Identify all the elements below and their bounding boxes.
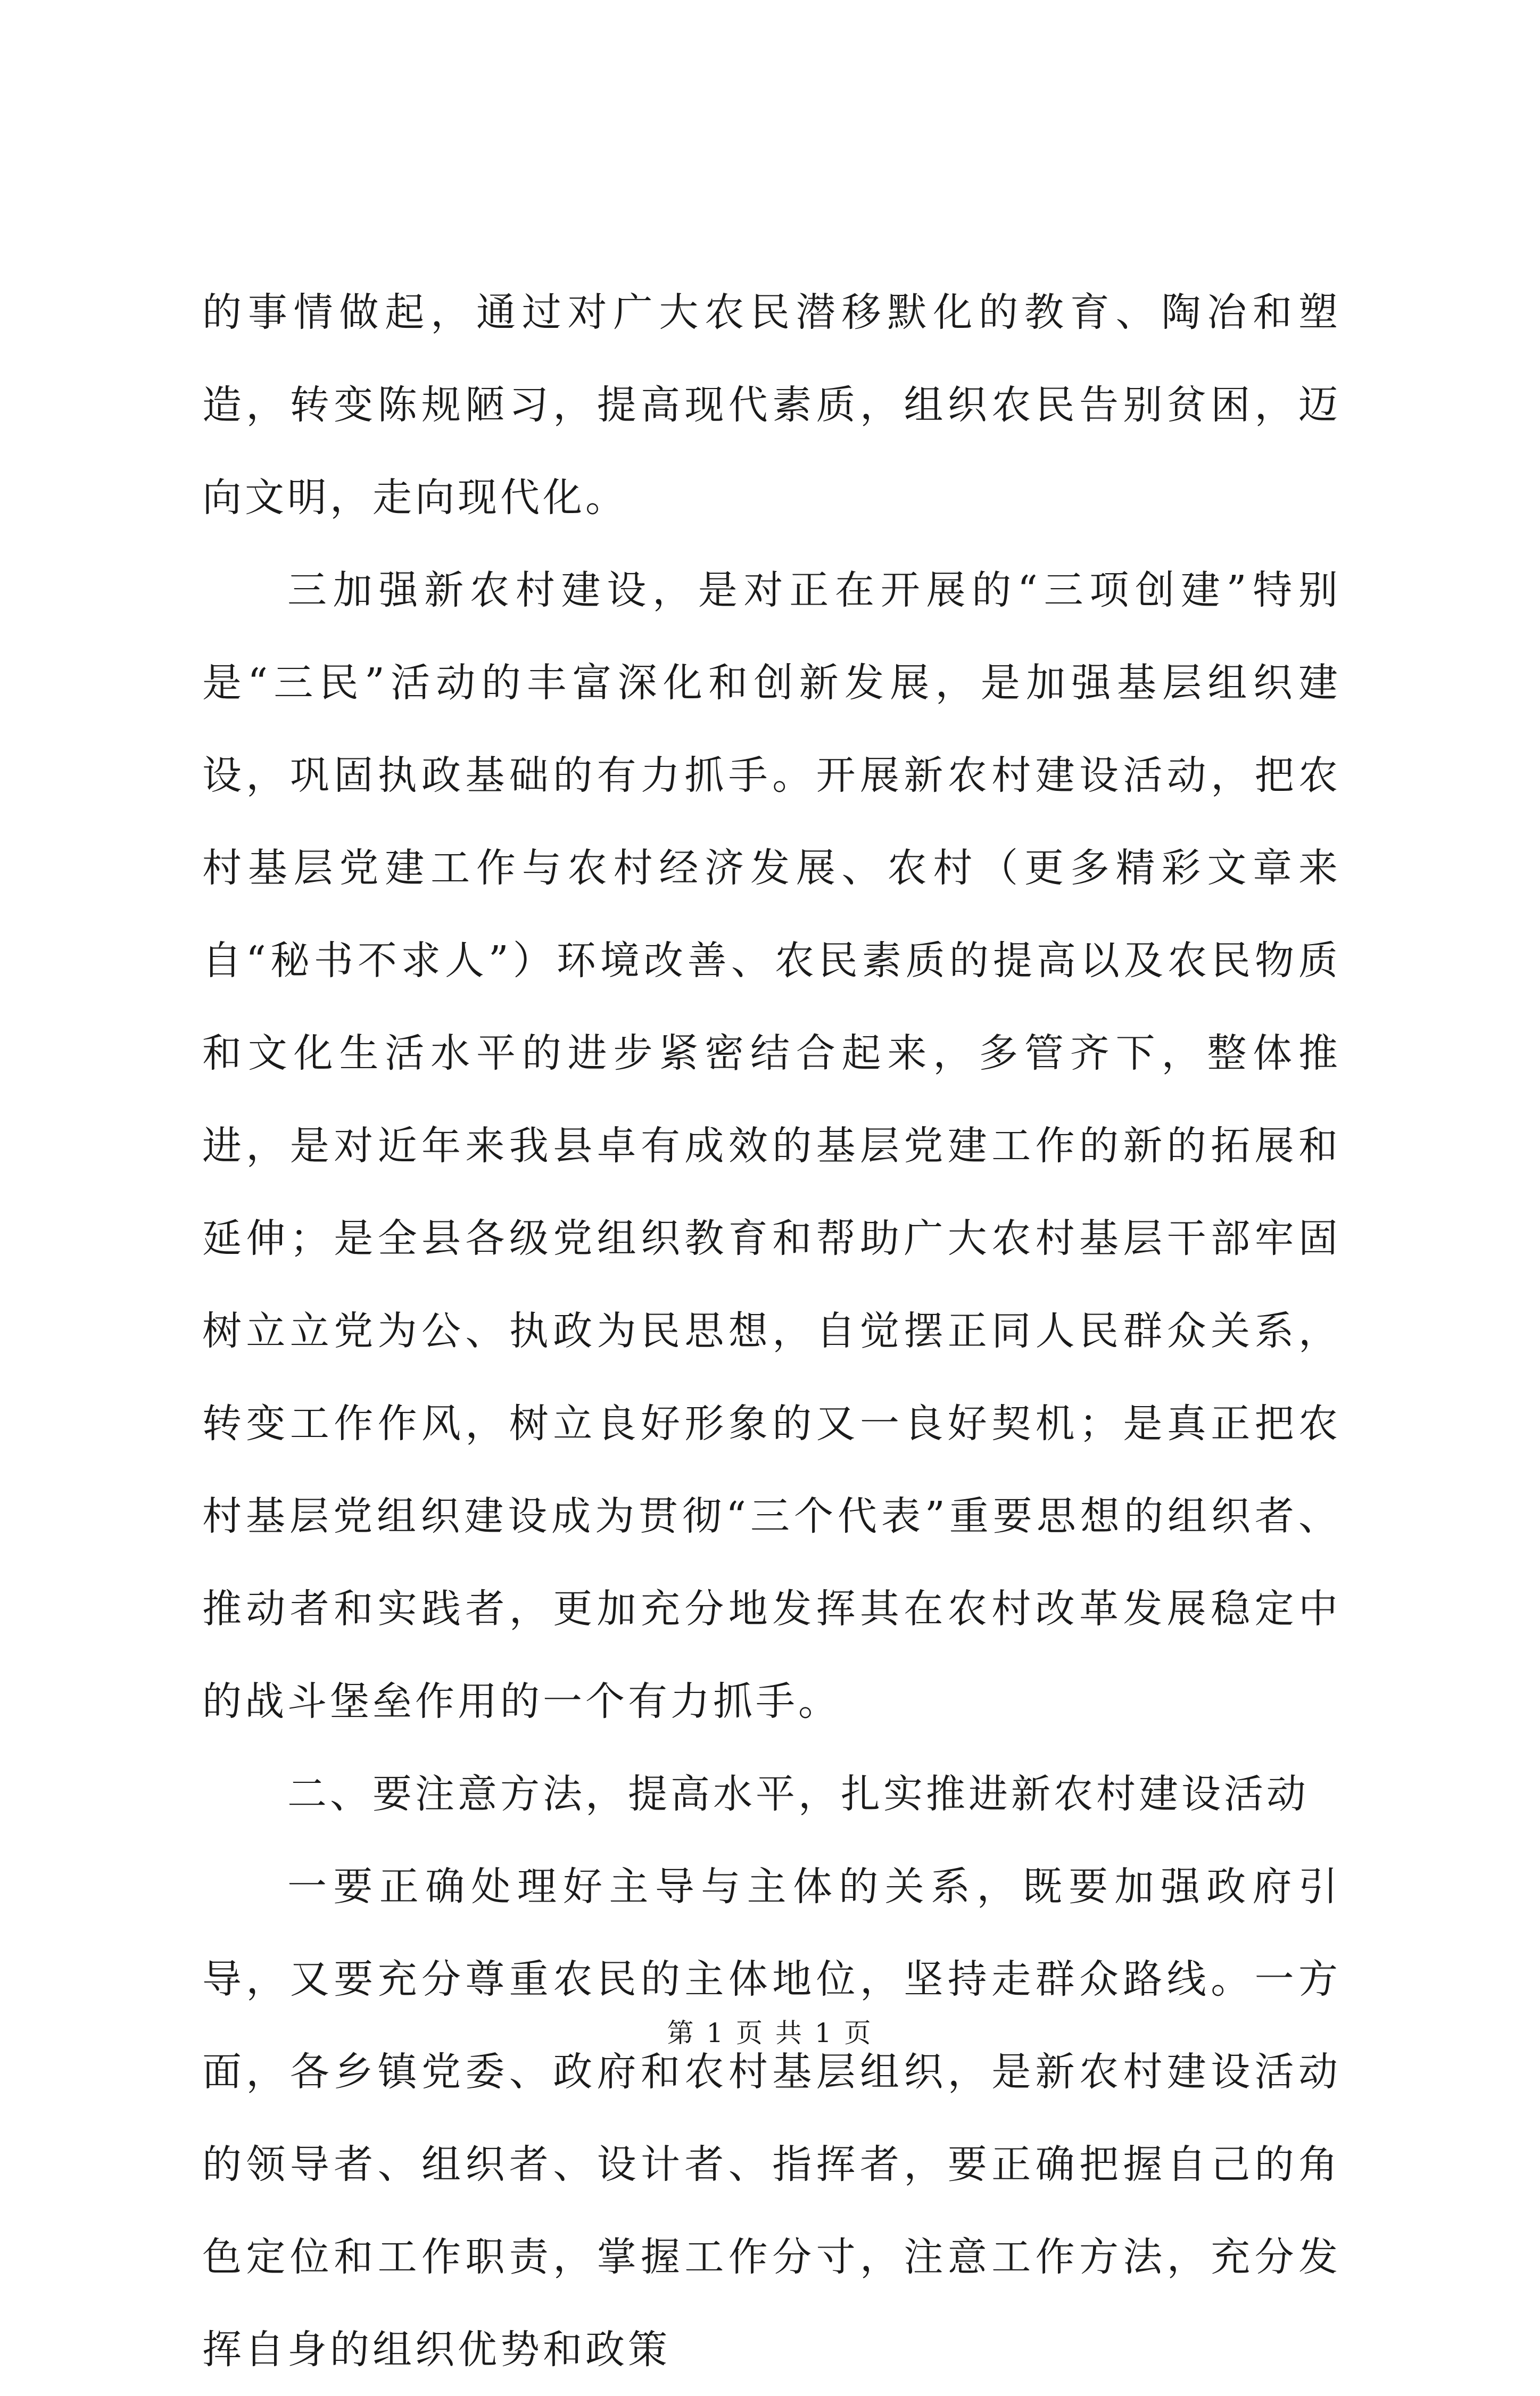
document-body [202,266,1341,2396]
section-heading-methods: 二、要注意方法，提高水平，扎实推进新农村建设活动 [287,1771,1309,1817]
paragraph-leading-and-subject: 一要正确处理好主导与主体的关系，既要加强政府引导，又要充分尊重农民的主体地位，坚持走群众路线。一方面，各乡镇党委、政府和农村基层组织，是新农村建设活动的领导者、组织者、设计者、指挥者，要正确把握自己的角色定位和工作职责，掌握工作分寸，注意工作方法，充分发挥自身的组织优势和政策 [202,1864,1341,2373]
paragraph-new-rural-construction: 三加强新农村建设，是对正在开展的“三项创建”特别是“三民”活动的丰富深化和创新发展，是加强基层组织建设，巩固执政基础的有力抓手。开展新农村建设活动，把农村基层党建工作与农村经济发展、农村（更多精彩文章来自“秘书不求人”）环境改善、农民素质的提高以及农民物质和文化生活水平的进步紧密结合起来，多管齐下，整体推进，是对近年来我县卓有成效的基层党建工作的新的拓展和延伸；是全县各级党组织教育和帮助广大农村基层干部牢固树立立党为公、执政为民思想，自觉摆正同人民群众关系，转变工作作风，树立良好形象的又一良好契机；是真正把农村基层党组织建设成为贯彻“三个代表”重要思想的组织者、推动者和实践者，更加充分地发挥其在农村改革发展稳定中的战斗堡垒作用的一个有力抓手。 [202,567,1341,1724]
paragraph-continuation: 的事情做起，通过对广大农民潜移默化的教育、陶冶和塑造，转变陈规陋习，提高现代素质，组织农民告别贫困，迈向文明，走向现代化。 [202,290,1341,520]
page-number-footer: 第 1 页 共 1 页 [667,2018,873,2048]
